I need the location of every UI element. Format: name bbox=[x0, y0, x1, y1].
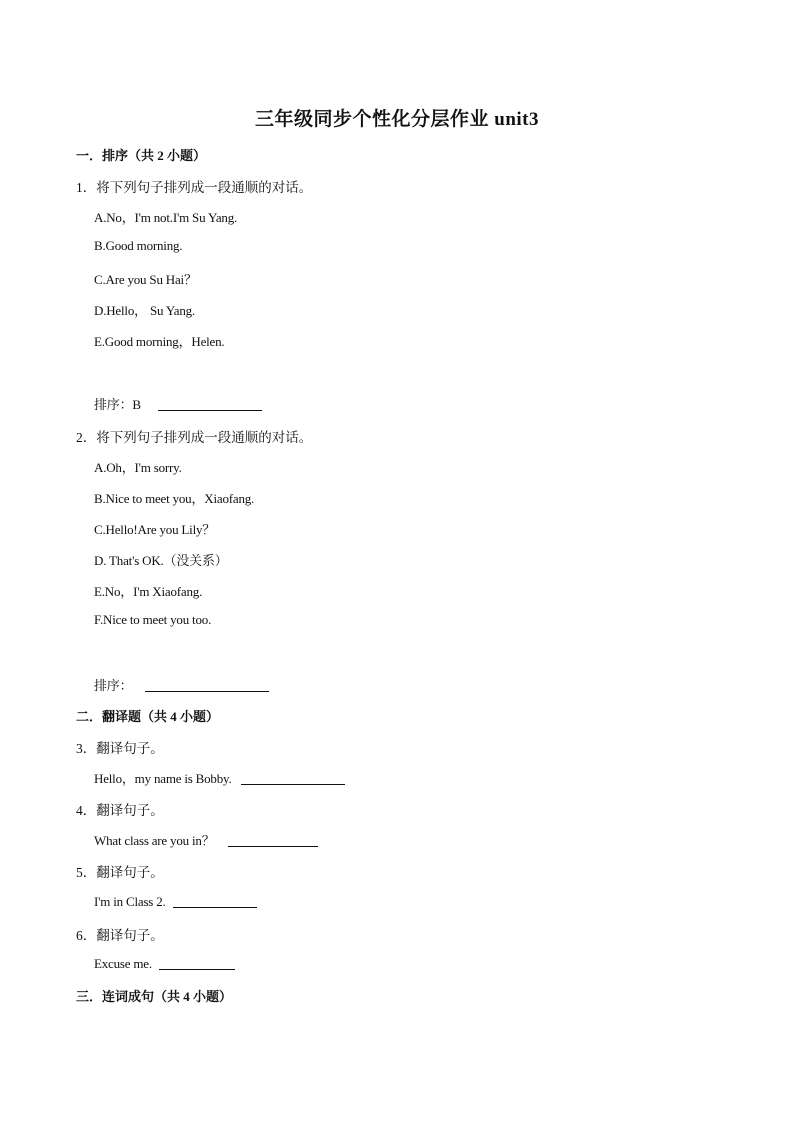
question-5-answer-blank[interactable] bbox=[173, 893, 257, 908]
question-2-answer-row bbox=[94, 675, 269, 694]
question-2-prompt: 2．将下列句子排列成一段通顺的对话。 bbox=[76, 430, 313, 445]
question-5-prompt: 5．翻译句子。 bbox=[76, 865, 164, 880]
question-1-prompt: 1．将下列句子排列成一段通顺的对话。 bbox=[76, 180, 313, 195]
question-6-answer-blank[interactable] bbox=[159, 955, 235, 970]
question-4-prompt: 4．翻译句子。 bbox=[76, 803, 164, 818]
question-4-answer-blank[interactable] bbox=[228, 832, 318, 847]
question-1-answer-label: 排序：B bbox=[94, 397, 141, 412]
question-3-prompt: 3．翻译句子。 bbox=[76, 741, 164, 756]
question-2-answer-blank[interactable] bbox=[145, 677, 269, 692]
question-3-answer-blank[interactable] bbox=[241, 770, 345, 785]
question-3-sentence: Hello，my name is Bobby. bbox=[94, 771, 232, 786]
question-6-prompt: 6．翻译句子。 bbox=[76, 928, 164, 943]
question-1-option-b: B.Good morning. bbox=[94, 238, 183, 253]
section-heading-ordering: 一．排序（共 2 小题） bbox=[76, 148, 207, 163]
question-2-option-f: F.Nice to meet you too. bbox=[94, 612, 212, 627]
question-5-row bbox=[94, 893, 257, 910]
section-heading-translation: 二．翻译题（共 4 小题） bbox=[76, 709, 220, 724]
question-2-option-e: E.No，I'm Xiaofang. bbox=[94, 584, 203, 599]
question-1-option-e: E.Good morning，Helen. bbox=[94, 334, 225, 349]
worksheet-title: 三年级同步个性化分层作业 unit3 bbox=[255, 109, 539, 130]
section-heading-sentence-building: 三．连词成句（共 4 小题） bbox=[76, 989, 233, 1004]
question-2-option-a: A.Oh，I'm sorry. bbox=[94, 460, 182, 475]
question-1-answer-blank[interactable] bbox=[158, 396, 262, 411]
question-6-row bbox=[94, 955, 235, 972]
question-6-sentence: Excuse me. bbox=[94, 956, 152, 971]
question-2-option-c: C.Hello!Are you Lily？ bbox=[94, 522, 216, 537]
question-1-option-c: C.Are you Su Hai？ bbox=[94, 272, 197, 287]
question-1-option-d: D.Hello， Su Yang. bbox=[94, 303, 195, 318]
question-4-sentence: What class are you in？ bbox=[94, 833, 215, 848]
question-1-option-a: A.No，I'm not.I'm Su Yang. bbox=[94, 210, 238, 225]
question-2-answer-label: 排序： bbox=[94, 678, 133, 693]
question-2-option-b: B.Nice to meet you，Xiaofang. bbox=[94, 491, 255, 506]
question-2-option-d: D. That's OK.（没关系） bbox=[94, 553, 228, 568]
question-4-row bbox=[94, 830, 318, 849]
question-1-answer-row bbox=[94, 394, 262, 413]
question-3-row bbox=[94, 768, 345, 787]
question-5-sentence: I'm in Class 2. bbox=[94, 894, 166, 909]
